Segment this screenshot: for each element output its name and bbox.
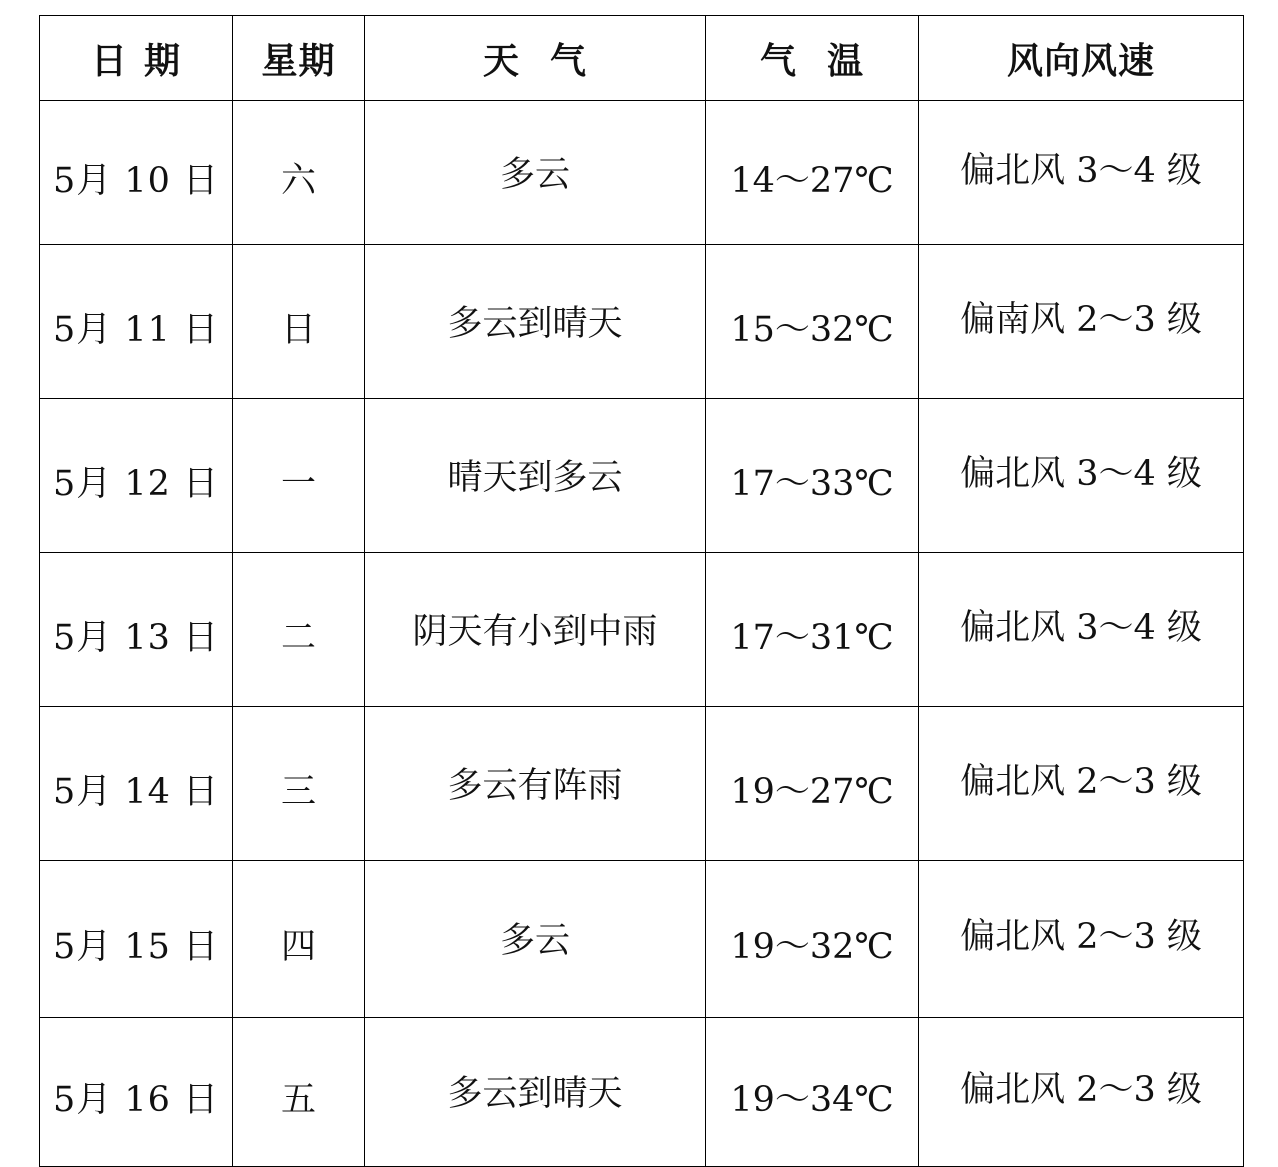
table-row: [40, 399, 1244, 553]
weather-cell: 多云: [365, 101, 706, 245]
wind-cell: 偏南风 2～3 级: [919, 245, 1244, 399]
header-date: [40, 16, 233, 101]
wind-cell: 偏北风 2～3 级: [919, 707, 1244, 861]
weather-cell: 多云到晴天: [365, 245, 706, 399]
weekday-cell: 三: [233, 707, 365, 861]
header-temperature: [706, 16, 919, 101]
wind-cell: 偏北风 2～3 级: [919, 1018, 1244, 1167]
temperature-cell: 19～32℃: [706, 861, 919, 1018]
temperature-cell: 15～32℃: [706, 245, 919, 399]
weather-cell: 多云有阵雨: [365, 707, 706, 861]
weekday-cell: 五: [233, 1018, 365, 1167]
weather-cell: 多云到晴天: [365, 1018, 706, 1167]
weekday-cell: 一: [233, 399, 365, 553]
header-temperature-char-1: 气: [759, 40, 797, 82]
table-row: [40, 707, 1244, 861]
header-weekday: 星期: [233, 16, 365, 101]
temperature-cell: 17～31℃: [706, 553, 919, 707]
wind-cell: 偏北风 3～4 级: [919, 399, 1244, 553]
weather-cell: 晴天到多云: [365, 399, 706, 553]
date-cell: 5月 15 日: [40, 861, 233, 1018]
table-row: [40, 101, 1244, 245]
header-weather-char-1: 天: [482, 40, 520, 82]
weekday-cell: 日: [233, 245, 365, 399]
weather-cell: 多云: [365, 861, 706, 1018]
date-cell: 5月 13 日: [40, 553, 233, 707]
weekday-cell: 二: [233, 553, 365, 707]
header-row: [40, 16, 1244, 101]
date-cell: 5月 16 日: [40, 1018, 233, 1167]
temperature-cell: 14～27℃: [706, 101, 919, 245]
date-cell: 5月 14 日: [40, 707, 233, 861]
weekday-cell: 六: [233, 101, 365, 245]
weather-cell: 阴天有小到中雨: [365, 553, 706, 707]
table-row: [40, 245, 1244, 399]
weather-forecast-table: [39, 15, 1244, 1167]
wind-cell: 偏北风 3～4 级: [919, 553, 1244, 707]
table-row: [40, 1018, 1244, 1167]
table-row: [40, 861, 1244, 1018]
date-cell: 5月 12 日: [40, 399, 233, 553]
date-cell: 5月 10 日: [40, 101, 233, 245]
header-temperature-char-2: 温: [827, 40, 865, 82]
wind-cell: 偏北风 2～3 级: [919, 861, 1244, 1018]
header-weather: [365, 16, 706, 101]
header-date-char-1: 日: [90, 40, 128, 82]
header-wind: 风向风速: [919, 16, 1244, 101]
header-weather-char-2: 气: [550, 40, 588, 82]
temperature-cell: 19～27℃: [706, 707, 919, 861]
header-date-char-2: 期: [144, 40, 182, 82]
wind-cell: 偏北风 3～4 级: [919, 101, 1244, 245]
weekday-cell: 四: [233, 861, 365, 1018]
temperature-cell: 17～33℃: [706, 399, 919, 553]
date-cell: 5月 11 日: [40, 245, 233, 399]
temperature-cell: 19～34℃: [706, 1018, 919, 1167]
table-row: [40, 553, 1244, 707]
